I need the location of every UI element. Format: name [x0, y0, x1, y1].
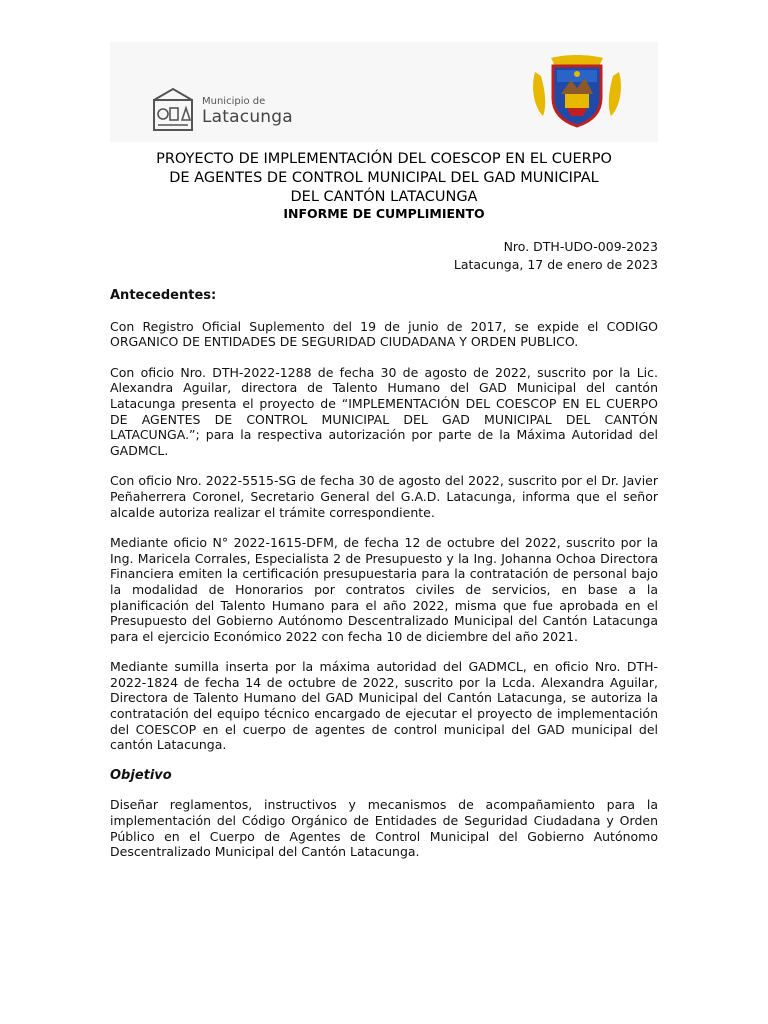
paragraph-5: Mediante sumilla inserta por la máxima autoridad del GADMCL, en oficio Nro. DTH-2022-1824 de fecha 14 de octubre de 2022, suscrito por la Lcda. Alexandra Aguilar, Directora de Talento Humano del GAD Municipal del Cantón Latacunga, se autoriza la contratación del equipo técnico encargado de ejecutar el proyecto de implementación del COESCOP en el cuerpo de agentes de control municipal del GAD municipal del cantón Latacunga.: [110, 659, 658, 753]
antecedentes-heading: Antecedentes:: [110, 288, 217, 303]
coat-of-arms: [527, 50, 627, 130]
coat-of-arms-icon: [527, 50, 627, 130]
reference-block: [454, 238, 658, 274]
logo-line-1: Municipio de: [202, 96, 266, 107]
reference-place-date: Latacunga, 17 de enero de 2023: [453, 257, 658, 272]
objetivo-heading: Objetivo: [110, 767, 172, 783]
paragraph-2: Con oficio Nro. DTH-2022-1288 de fecha 30 de agosto de 2022, suscrito por la Lic. Alexandra Aguilar, directora de Talento Humano del GAD Municipal del cantón Latacunga presenta el proyecto de “IMPLEMENTACIÓN DEL COESCOP EN EL CUERPO DE AGENTES DE CONTROL MUNICIPAL DEL GAD MUNICIPAL DEL CANTÓN LATACUNGA.”; para la respectiva autorización por parte de la Máxima Autoridad del GADMCL.: [110, 364, 658, 458]
paragraph-6: Diseñar reglamentos, instructivos y mecanismos de acompañamiento para la implementación del Código Orgánico de Entidades de Seguridad Ciudadana y Orden Público en el Cuerpo de Agentes de Control Municipal del Gobierno Autónomo Descentralizado Municipal del Cantón Latacunga.: [110, 797, 658, 860]
municipio-emblem-icon: [152, 86, 196, 132]
document-subtitle: INFORME DE CUMPLIMIENTO: [283, 206, 485, 221]
paragraph-3: Con oficio Nro. 2022-5515-SG de fecha 30 de agosto del 2022, suscrito por el Dr. Javier Peñaherrera Coronel, Secretario General del G.A.D. Latacunga, informa que el señor alcalde autoriza realizar el trámite correspondiente.: [110, 473, 658, 520]
title-line-1: PROYECTO DE IMPLEMENTACIÓN DEL COESCOP EN EL CUERPO: [156, 151, 612, 167]
title-line-2: DE AGENTES DE CONTROL MUNICIPAL DEL GAD MUNICIPAL: [169, 170, 599, 186]
paragraph-1: Con Registro Oficial Suplemento del 19 de junio de 2017, se expide el CODIGO ORGANICO DE ENTIDADES DE SEGURIDAD CIUDADANA Y ORDEN PUBLICO.: [110, 318, 658, 350]
reference-number: Nro. DTH-UDO-009-2023: [503, 239, 658, 254]
paragraph-4: Mediante oficio N° 2022-1615-DFM, de fecha 12 de octubre del 2022, suscrito por la Ing. Maricela Corrales, Especialista 2 de Presupuesto y la Ing. Johanna Ochoa Directora Financiera emiten la certificación presupuestaria para la contratación de personal bajo la modalidad de Honorarios por contratos civiles de servicios, en base a la planificación del Talento Humano para el año 2022, misma que fue aprobada en el Presupuesto del Gobierno Autónomo Descentralizado Municipal del Cantón Latacunga para el ejercicio Económico 2022 con fecha 10 de diciembre del año 2021.: [110, 535, 658, 644]
logo-line-2: Latacunga: [202, 107, 293, 127]
document-body: [110, 288, 658, 875]
municipio-logo: [152, 86, 312, 136]
title-line-3: DEL CANTÓN LATACUNGA: [290, 189, 478, 205]
document-title: [100, 150, 668, 207]
